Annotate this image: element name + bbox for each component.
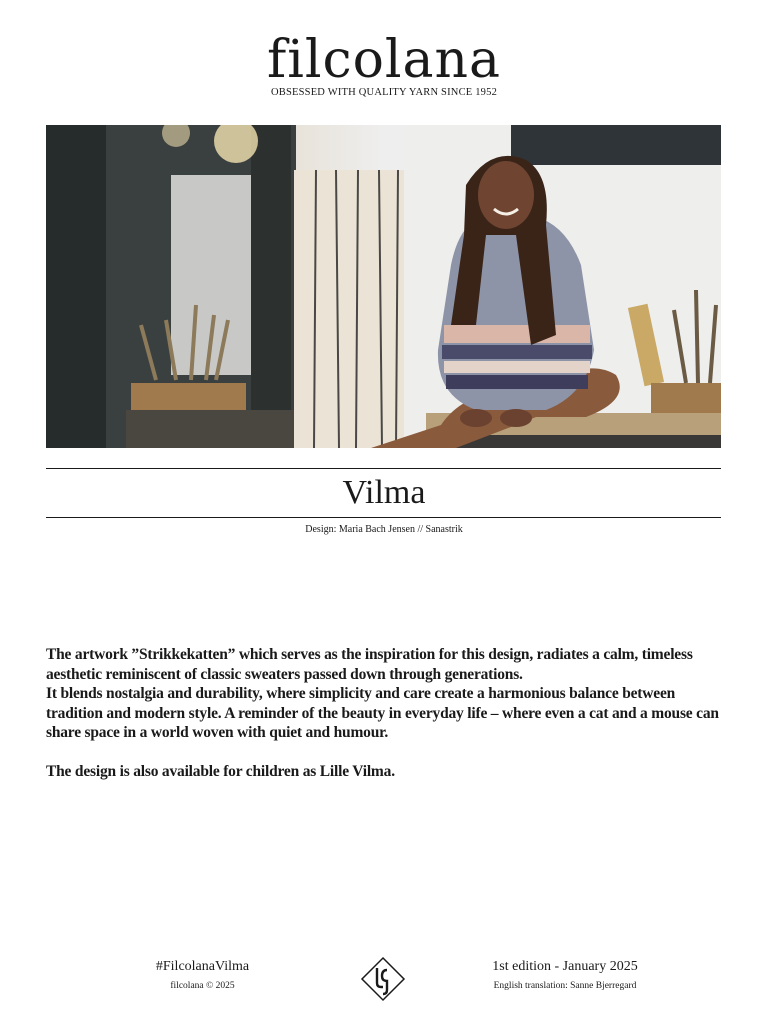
description-sentence-2: It blends nostalgia and durability, where simplicity and care create a harmonious balance between tradition and modern style. A reminder of the beauty in everyday life – where even a cat and a mouse can share space in a world woven with quiet and humour. bbox=[46, 685, 719, 741]
brand-tagline: OBSESSED WITH QUALITY YARN SINCE 1952 bbox=[270, 87, 498, 98]
designer-credit: Design: Maria Bach Jensen // Sanastrik bbox=[305, 524, 463, 535]
footer-edition: 1st edition - January 2025 bbox=[492, 959, 638, 974]
footer-hashtag: #FilcolanaVilma bbox=[155, 959, 250, 974]
pattern-title: Vilma bbox=[342, 474, 426, 511]
description-sentence-1: The artwork ”Strikkekatten” which serves as the inspiration for this design, radiates a calm, timeless aesthetic reminiscent of classic sweaters passed down through generations. bbox=[46, 646, 693, 683]
brand-header bbox=[0, 30, 768, 98]
filcolana-monogram-icon bbox=[360, 956, 406, 1002]
description-paragraph-1 bbox=[46, 645, 721, 743]
footer-translation: English translation: Sanne Bjerregard bbox=[493, 981, 637, 991]
title-rule-top bbox=[46, 468, 721, 469]
pattern-description bbox=[46, 645, 721, 782]
footer-copyright: filcolana © 2025 bbox=[170, 981, 235, 991]
title-rule-bottom bbox=[46, 517, 721, 518]
hero-photo bbox=[46, 125, 721, 448]
footer-left bbox=[120, 958, 285, 993]
brand-logo: filcolana bbox=[266, 30, 502, 90]
footer-right bbox=[470, 958, 660, 993]
description-children-note: The design is also available for children as Lille Vilma. bbox=[46, 763, 395, 780]
